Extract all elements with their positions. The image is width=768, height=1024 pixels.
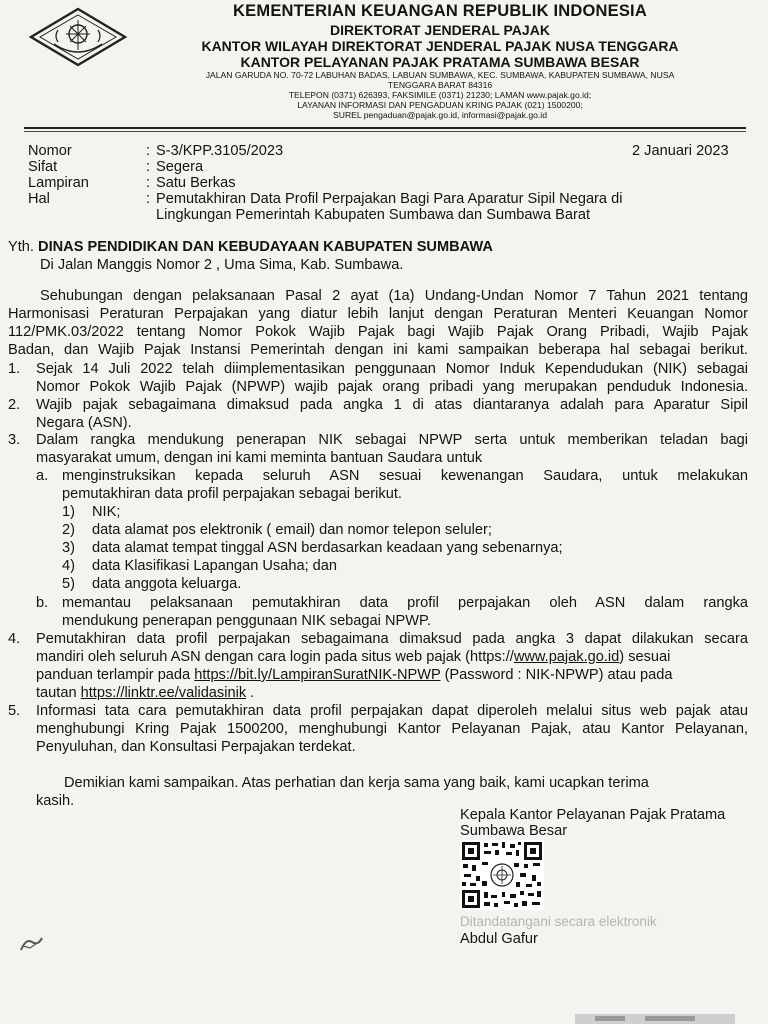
recipient <box>8 238 493 256</box>
data-item: data anggota keluarga. <box>92 576 242 592</box>
point-3a-text: pemutakhiran data profil perpajakan sebagai berikut. <box>62 486 402 502</box>
colon: : <box>146 159 151 175</box>
letterhead-tax-office: KANTOR PELAYANAN PAJAK PRATAMA SUMBAWA BESAR <box>240 54 640 70</box>
hal-value: Pemutakhiran Data Profil Perpajakan Bagi Para Aparatur Sipil Negara di <box>156 191 623 207</box>
intro-line: Harmonisasi Peraturan Perpajakan yang diatur lebih lanjut dengan Peraturan Menteri Keuangan Nomor <box>8 306 748 322</box>
hal-label: Hal <box>28 191 50 207</box>
point-1-text: Sejak 14 Juli 2022 telah diimplementasikan penggunaan Nomor Induk Kependudukan (NIK) sebagai <box>36 361 748 377</box>
text-run: . <box>246 685 255 701</box>
item-number: 3. <box>8 432 21 448</box>
point-3b-text: memantau pelaksanaan pemutakhiran data profil perpajakan oleh ASN dalam rangka <box>62 595 748 611</box>
sub-item-letter: b. <box>36 595 49 611</box>
letterhead-directorate: DIREKTORAT JENDERAL PAJAK <box>330 22 550 38</box>
signatory-name: Abdul Gafur <box>460 931 538 947</box>
linktree-link[interactable]: https://linktr.ee/validasinik <box>80 685 247 701</box>
signatory-title: Kepala Kantor Pelayanan Pajak Pratama <box>460 807 726 823</box>
text-run: mandiri oleh seluruh ASN dengan cara login pada situs web pajak (https:// <box>36 649 514 665</box>
lampiran-label: Lampiran <box>28 175 89 191</box>
point-4-text: Pemutakhiran data profil perpajakan sebagaimana dimaksud pada angka 3 dapat dilakukan secara <box>36 631 748 647</box>
point-5-text: Penyuluhan, dan Konsultasi Perpajakan terdekat. <box>36 739 356 755</box>
item-number: 1. <box>8 361 21 377</box>
point-2-text: Wajib pajak sebagaimana dimaksud pada angka 1 di atas diantaranya adalah para Aparatur Sipil <box>36 397 748 413</box>
point-3a-text: menginstruksikan kepada seluruh ASN sesuai kewenangan Saudara, untuk melakukan <box>62 468 748 484</box>
item-number: 2. <box>8 397 21 413</box>
text-run: ) sesuai <box>619 649 671 665</box>
point-4-text <box>36 648 670 666</box>
nomor-label: Nomor <box>28 143 72 159</box>
intro-line: Sehubungan dengan pelaksanaan Pasal 2 ayat (1a) Undang-Undan Nomor 7 Tahun 2021 tentang <box>40 288 748 304</box>
letter-date: 2 Januari 2023 <box>632 143 729 159</box>
sub-sub-number: 4) <box>62 558 75 574</box>
lampiran-value: Satu Berkas <box>156 175 236 191</box>
item-number: 4. <box>8 631 21 647</box>
sub-sub-number: 5) <box>62 576 75 592</box>
letterhead-ministry: KEMENTERIAN KEUANGAN REPUBLIK INDONESIA <box>233 2 647 20</box>
point-3b-text: mendukung penerapan penggunaan NIK sebagai NPWP. <box>62 613 431 629</box>
colon: : <box>146 143 151 159</box>
esign-note: Ditandatangani secara elektronik <box>460 914 657 929</box>
closing-text: kasih. <box>36 793 75 809</box>
letterhead-regional-office: KANTOR WILAYAH DIREKTORAT JENDERAL PAJAK NUSA TENGGARA <box>201 38 679 54</box>
data-item: data Klasifikasi Lapangan Usaha; dan <box>92 558 338 574</box>
sub-sub-number: 3) <box>62 540 75 556</box>
colon: : <box>146 175 151 191</box>
intro-line: 112/PMK.03/2022 tentang Nomor Pokok Wajib Pajak bagi Wajib Pajak Orang Pribadi, Wajib Pajak <box>8 324 748 340</box>
point-4-text <box>36 666 672 684</box>
colon: : <box>146 191 151 207</box>
address-line: JALAN GARUDA NO. 70-72 LABUHAN BADAS, LABUAN SUMBAWA, KEC. SUMBAWA, KABUPATEN SUMBAWA, NUSA <box>205 70 675 80</box>
recipient-address: Di Jalan Manggis Nomor 2 , Uma Sima, Kab. Sumbawa. <box>40 257 404 273</box>
address-line: SUREL pengaduan@pajak.go.id, informasi@pajak.go.id <box>333 110 547 120</box>
address-line: LAYANAN INFORMASI DAN PENGADUAN KRING PAJAK (021) 1500200; <box>297 100 583 110</box>
point-1-text: Nomor Pokok Wajib Pajak (NPWP) wajib pajak orang pribadi yang merupakan penduduk Indonesia. <box>36 379 748 395</box>
sub-sub-number: 1) <box>62 504 75 520</box>
letterhead-divider-thin <box>24 131 746 132</box>
text-run: tautan <box>36 685 81 701</box>
sifat-value: Segera <box>156 159 204 175</box>
data-item: data alamat tempat tinggal ASN berdasarkan keadaan yang sebenarnya; <box>92 540 563 556</box>
letterhead-divider-thick <box>24 127 746 129</box>
attachment-link[interactable]: https://bit.ly/LampiranSuratNIK-NPWP <box>194 667 441 683</box>
point-5-text: menghubungi Kring Pajak 1500200, menghubungi Kantor Pelayanan Pajak, atau Kantor Pelayanan, <box>36 721 748 737</box>
sub-sub-number: 2) <box>62 522 75 538</box>
sifat-label: Sifat <box>28 159 58 175</box>
letterhead-address <box>140 70 740 120</box>
nomor-value: S-3/KPP.3105/2023 <box>156 143 284 159</box>
ministry-logo-icon <box>28 6 128 68</box>
qr-code-icon <box>460 840 544 910</box>
point-2-text: Negara (ASN). <box>36 415 132 431</box>
address-line: TENGGARA BARAT 84316 <box>387 80 493 90</box>
data-item: NIK; <box>92 504 121 520</box>
point-5-text: Informasi tata cara pemutakhiran data profil perpajakan dapat diperoleh melalui situs web pajak atau <box>36 703 748 719</box>
point-3-text: masyarakat umum, dengan ini kami meminta bantuan Saudara untuk <box>36 450 483 466</box>
point-3-text: Dalam rangka mendukung penerapan NIK sebagai NPWP serta untuk memberikan teladan bagi <box>36 432 748 448</box>
hal-value-continued: Lingkungan Pemerintah Kabupaten Sumbawa dan Sumbawa Barat <box>156 207 591 223</box>
scan-mark-icon <box>18 934 44 954</box>
footer-stamp-icon <box>575 1010 735 1024</box>
signatory-title: Sumbawa Besar <box>460 823 568 839</box>
text-run: (Password : NIK-NPWP) atau pada <box>440 667 673 683</box>
closing-text: Demikian kami sampaikan. Atas perhatian dan kerja sama yang baik, kami ucapkan terima <box>64 775 649 791</box>
recipient-prefix: Yth. <box>8 239 34 255</box>
point-4-text <box>36 684 254 702</box>
item-number: 5. <box>8 703 21 719</box>
pajak-website-link[interactable]: www.pajak.go.id <box>513 649 620 665</box>
intro-line: Badan, dan Wajib Pajak Instansi Pemerintah dengan ini kami sampaikan beberapa hal sebagai berikut. <box>8 342 748 358</box>
address-line: TELEPON (0371) 626393, FAKSIMILE (0371) 21230; LAMAN www.pajak.go.id; <box>288 90 592 100</box>
sub-item-letter: a. <box>36 468 49 484</box>
recipient-name: DINAS PENDIDIKAN DAN KEBUDAYAAN KABUPATEN SUMBAWA <box>38 239 493 255</box>
data-item: data alamat pos elektronik ( email) dan nomor telepon seluler; <box>92 522 492 538</box>
text-run: panduan terlampir pada <box>36 667 195 683</box>
